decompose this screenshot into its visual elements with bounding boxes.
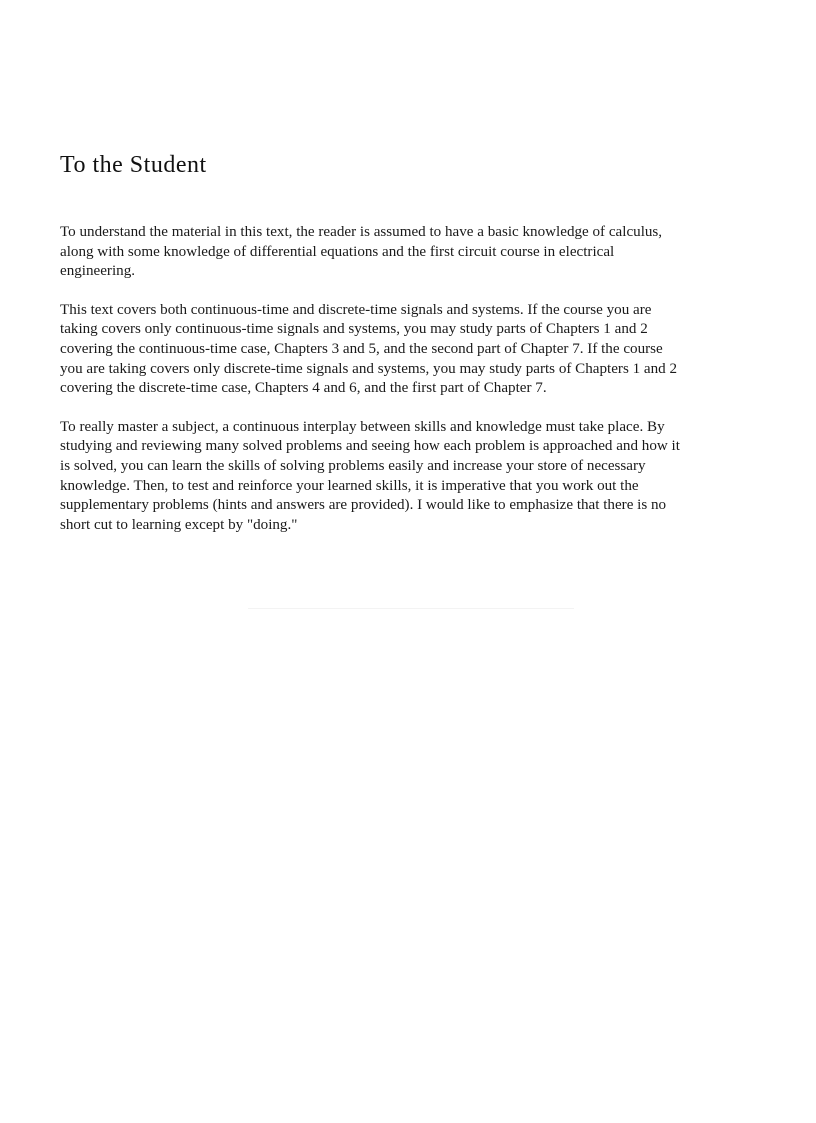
page-title: To the Student: [60, 152, 207, 178]
paragraph-coverage: This text covers both continuous-time and discrete-time signals and systems. If the course you are taking covers only continuous-time signals and systems, you may study parts of Chapters 1 and 2 covering the continuous-time case, Chapters 3 and 5, and the second part of Chapter 7. If the course you are taking covers only discrete-time signals and systems, you may study parts of Chapters 1 and 2 covering the discrete-time case, Chapters 4 and 6, and the first part of Chapter 7.: [60, 301, 678, 397]
body-text: [60, 223, 765, 554]
paragraph-prerequisites: To understand the material in this text, the reader is assumed to have a basic knowledge of calculus, along with some knowledge of differential equations and the first circuit course in electrical engineering.: [60, 224, 663, 280]
paragraph-mastery: To really master a subject, a continuous interplay between skills and knowledge must take place. By studying and reviewing many solved problems and seeing how each problem is approached and how it is solved, you can learn the skills of solving problems easily and increase your store of necessary knowledge. Then, to test and reinforce your learned skills, it is imperative that you work out the supplementary problems (hints and answers are provided). I would like to emphasize that there is no short cut to learning except by "doing.": [60, 418, 680, 533]
faint-divider: [248, 608, 574, 609]
